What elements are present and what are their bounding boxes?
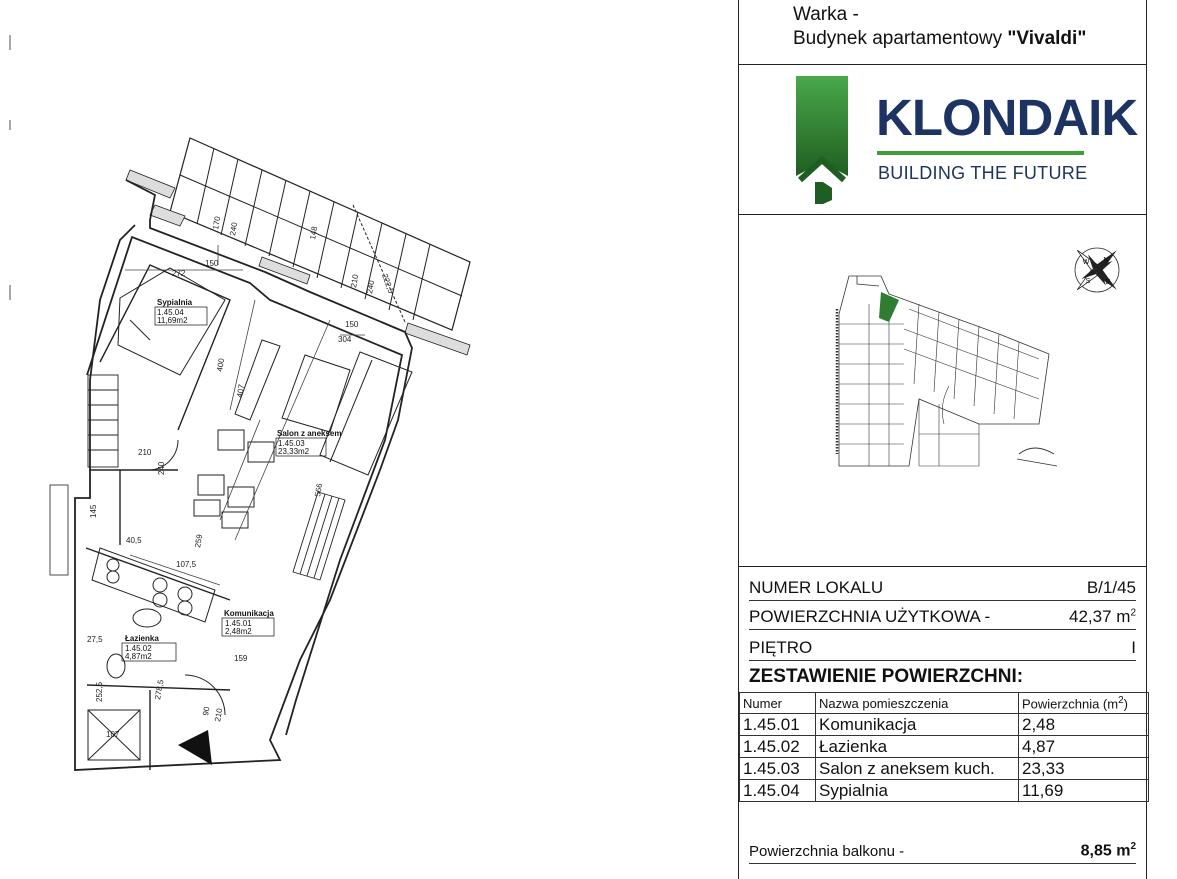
balcony-area-label: Powierzchnia balkonu - (749, 843, 905, 860)
brand-name: KLONDAIK (876, 89, 1138, 146)
svg-text:145: 145 (89, 504, 98, 518)
key-plan-drawing (739, 214, 1148, 566)
svg-text:W: W (1082, 259, 1090, 266)
svg-text:210: 210 (213, 707, 225, 723)
svg-text:S: S (1085, 278, 1091, 285)
svg-text:27,5: 27,5 (87, 635, 103, 644)
usable-area-row (749, 607, 1136, 630)
project-building: Budynek apartamentowy "Vivaldi" (793, 28, 1087, 49)
svg-text:107: 107 (106, 730, 120, 739)
project-city: Warka - (793, 4, 859, 25)
svg-text:566: 566 (313, 482, 325, 498)
svg-text:150: 150 (205, 259, 219, 268)
brand-rule (877, 151, 1084, 155)
svg-text:Komunikacja: Komunikacja (224, 609, 274, 618)
unit-number-label: NUMER LOKALU (749, 578, 884, 597)
unit-number-value: B/1/45 (1086, 578, 1136, 597)
info-panel (738, 0, 1147, 879)
brand-logo (739, 64, 1146, 215)
svg-text:304: 304 (338, 335, 352, 344)
row-number: 1.45.02 (740, 736, 816, 758)
floor-value: I (1131, 638, 1136, 657)
row-number: 1.45.04 (740, 780, 816, 802)
svg-text:222,5: 222,5 (380, 272, 396, 295)
svg-text:252,5: 252,5 (95, 681, 104, 702)
entrance-arrow-icon (178, 730, 212, 765)
svg-text:210: 210 (349, 273, 361, 289)
svg-text:240: 240 (228, 221, 240, 237)
row-name: Komunikacja (816, 714, 1019, 736)
room-label-komunikacja (222, 609, 274, 636)
svg-text:240: 240 (157, 461, 166, 475)
svg-text:210: 210 (138, 448, 152, 457)
row-area: 2,48 (1019, 714, 1149, 736)
floor-row (749, 638, 1136, 661)
balcony (170, 138, 470, 330)
svg-text:40,5: 40,5 (126, 536, 142, 545)
summary-title: ZESTAWIENIE POWIERZCHNI: (749, 666, 1024, 687)
balcony-area-row (749, 841, 1136, 864)
usable-area-label: POWIERZCHNIA UŻYTKOWA - (749, 607, 991, 626)
svg-text:240: 240 (365, 279, 377, 295)
table-header (740, 693, 1149, 714)
svg-text:N: N (1103, 257, 1109, 264)
project-header (739, 0, 1146, 65)
table-row (740, 714, 1149, 736)
svg-text:1.45.02: 1.45.02 (125, 644, 152, 653)
balcony-area-value: 8,85 $m^2$ (1080, 841, 1136, 860)
col-number: Numer (740, 693, 816, 714)
svg-text:159: 159 (234, 654, 248, 663)
table-row (740, 780, 1149, 802)
row-area: 4,87 (1019, 736, 1149, 758)
svg-text:259: 259 (193, 533, 205, 549)
svg-text:Sypialnia: Sypialnia (157, 298, 193, 307)
row-area: 11,69 (1019, 780, 1149, 802)
svg-text:90: 90 (201, 706, 212, 717)
svg-text:Salon z aneksem: Salon z aneksem (277, 429, 342, 438)
svg-text:272: 272 (172, 269, 186, 278)
row-area: 23,33 (1019, 758, 1149, 780)
floor-label: PIĘTRO (749, 638, 813, 657)
room-label-sypialnia (155, 298, 207, 325)
svg-text:278,5: 278,5 (153, 679, 166, 701)
svg-text:170: 170 (211, 215, 223, 231)
rooms-table (739, 692, 1149, 802)
svg-text:4,87m2: 4,87m2 (125, 652, 152, 661)
row-name: Łazienka (816, 736, 1019, 758)
svg-text:1.45.03: 1.45.03 (278, 439, 305, 448)
brand-tagline: BUILDING THE FUTURE (878, 163, 1088, 183)
svg-text:150: 150 (345, 320, 359, 329)
key-plan (739, 214, 1146, 567)
svg-text:407: 407 (235, 383, 247, 399)
row-name: Salon z aneksem kuch. (816, 758, 1019, 780)
svg-text:2,48m2: 2,48m2 (225, 627, 252, 636)
svg-text:1.45.04: 1.45.04 (157, 308, 184, 317)
svg-text:Łazienka: Łazienka (125, 634, 159, 643)
svg-text:11,69m2: 11,69m2 (157, 316, 188, 325)
table-row (740, 736, 1149, 758)
compass-rose-icon (1074, 247, 1119, 292)
unit-number-row (749, 578, 1136, 601)
svg-text:1.45.01: 1.45.01 (225, 619, 252, 628)
col-area: Powierzchnia $(m^2)$ (1019, 693, 1149, 714)
svg-text:107,5: 107,5 (176, 560, 197, 569)
row-number: 1.45.01 (740, 714, 816, 736)
svg-text:148: 148 (308, 225, 320, 241)
svg-text:23,33m2: 23,33m2 (278, 447, 310, 456)
usable-area-value: 42,37 $m^2$ (1069, 607, 1136, 626)
room-label-lazienka (122, 634, 176, 661)
room-label-salon (276, 429, 341, 456)
building-name: "Vivaldi" (1007, 28, 1087, 49)
table-row (740, 758, 1149, 780)
svg-text:400: 400 (215, 357, 227, 373)
row-name: Sypialnia (816, 780, 1019, 802)
col-name: Nazwa pomieszczenia (816, 693, 1019, 714)
svg-text:E: E (1105, 279, 1111, 286)
house-logo-icon (794, 76, 854, 208)
row-number: 1.45.03 (740, 758, 816, 780)
